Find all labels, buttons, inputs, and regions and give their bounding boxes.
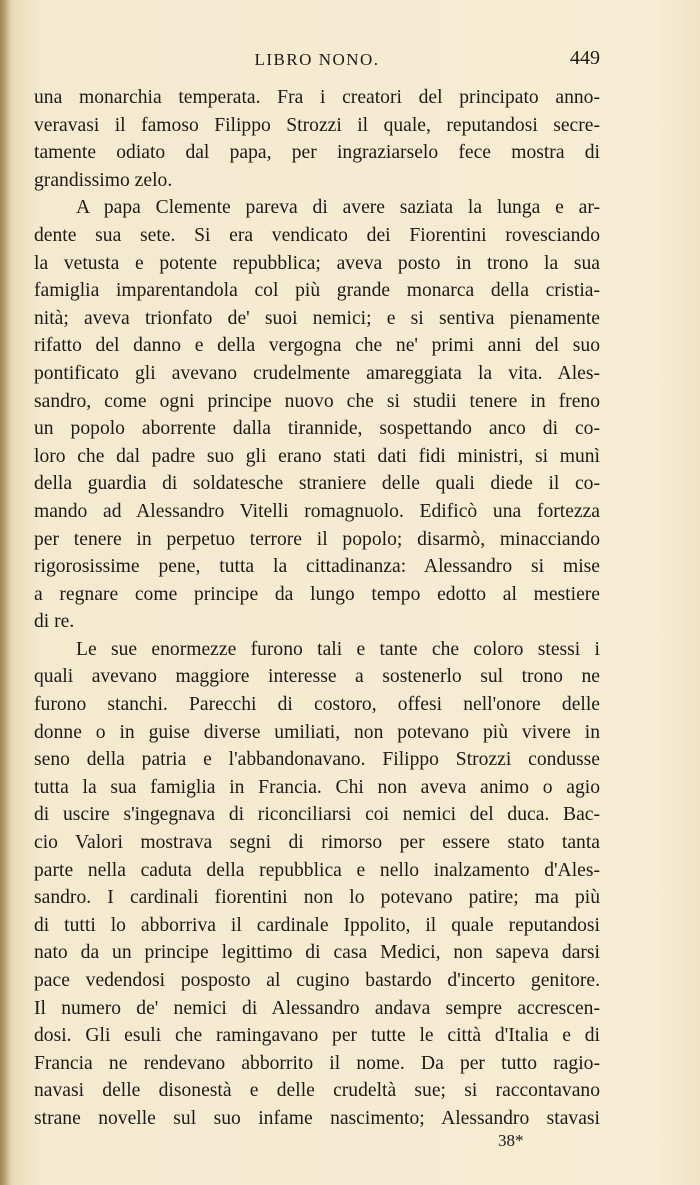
signature-mark: 38*	[498, 1131, 524, 1150]
text-line: dosi. Gli esuli che ramingavano per tutte le città d'Italia e di	[34, 1025, 600, 1047]
text-line: grandissimo zelo.	[34, 169, 173, 191]
text-line: Il numero de' nemici di Alessandro andava sempre accrescen-	[34, 997, 600, 1019]
text-line: sandro, come ogni principe nuovo che si studii tenere in freno	[34, 390, 600, 412]
text-line: famiglia imparentandola col più grande monarca della cristia-	[34, 280, 600, 302]
text-line: mando ad Alessandro Vitelli romagnuolo. Edificò una fortezza	[34, 500, 600, 522]
text-line: seno della patria e l'abbandonavano. Filippo Strozzi condusse	[34, 749, 600, 771]
text-line: donne o in guise diverse umiliati, non potevano più vivere in	[34, 721, 600, 743]
text-line: della guardia di soldatesche straniere delle quali diede il co-	[34, 473, 600, 495]
body-text	[34, 84, 600, 1133]
text-line: un popolo aborrente dalla tirannide, sospettando anco di co-	[34, 418, 600, 440]
text-line: strane novelle sul suo infame nascimento; Alessandro stavasi	[34, 1107, 600, 1129]
text-line: A papa Clemente pareva di avere saziata la lunga e ar-	[76, 197, 600, 219]
running-title: LIBRO NONO.	[254, 50, 380, 69]
text-line: la vetusta e potente repubblica; aveva posto in trono la sua	[34, 252, 600, 274]
text-line: dente sua sete. Si era vendicato dei Fiorentini rovesciando	[34, 224, 600, 246]
text-line: nità; aveva trionfato de' suoi nemici; e si sentiva pienamente	[34, 307, 600, 329]
text-line: pontificato gli avevano crudelmente amareggiata la vita. Ales-	[34, 362, 600, 384]
text-line: tutta la sua famiglia in Francia. Chi non aveva animo o agio	[34, 776, 600, 798]
text-line: loro che dal padre suo gli erano stati dati fidi ministri, si munì	[34, 445, 600, 467]
text-line: veravasi il famoso Filippo Strozzi il quale, reputandosi secre-	[34, 114, 600, 136]
text-line: di tutti lo abborriva il cardinale Ippolito, il quale reputandosi	[34, 914, 600, 936]
text-line: sandro. I cardinali fiorentini non lo potevano patire; ma più	[34, 887, 600, 909]
text-line: tamente odiato dal papa, per ingraziarselo fece mostra di	[34, 142, 600, 164]
text-line: una monarchia temperata. Fra i creatori del principato anno-	[34, 87, 600, 108]
text-line: di re.	[34, 611, 75, 633]
text-line: navasi delle disonestà e delle crudeltà sue; si raccontavano	[34, 1080, 600, 1102]
text-line: per tenere in perpetuo terrore il popolo; disarmò, minacciando	[34, 528, 600, 550]
page-number: 449	[570, 47, 600, 69]
text-line: Le sue enormezze furono tali e tante che coloro stessi i	[76, 638, 600, 660]
text-line: parte nella caduta della repubblica e nello inalzamento d'Ales-	[34, 859, 600, 881]
text-line: nato da un principe legittimo di casa Medici, non sapeva darsi	[34, 942, 600, 964]
running-head	[34, 47, 600, 74]
spine-shadow	[0, 0, 10, 1185]
text-line: cio Valori mostrava segni di rimorso per essere stato tanta	[34, 832, 600, 854]
text-line: pace vedendosi posposto al cugino bastardo d'incerto genitore.	[34, 970, 600, 991]
text-line: quali avevano maggiore interesse a sostenerlo sul trono ne	[34, 666, 600, 688]
text-line: furono stanchi. Parecchi di costoro, offesi nell'onore delle	[34, 694, 600, 716]
text-line: a regnare come principe da lungo tempo edotto al mestiere	[34, 583, 600, 605]
text-line: di uscire s'ingegnava di riconciliarsi coi nemici del duca. Bac-	[34, 804, 600, 826]
text-line: Francia ne rendevano abborrito il nome. Da per tutto ragio-	[34, 1052, 600, 1074]
text-line: rifatto del danno e della vergogna che ne' primi anni del suo	[34, 335, 600, 357]
text-line: rigorosissime pene, tutta la cittadinanza: Alessandro si mise	[34, 556, 600, 578]
